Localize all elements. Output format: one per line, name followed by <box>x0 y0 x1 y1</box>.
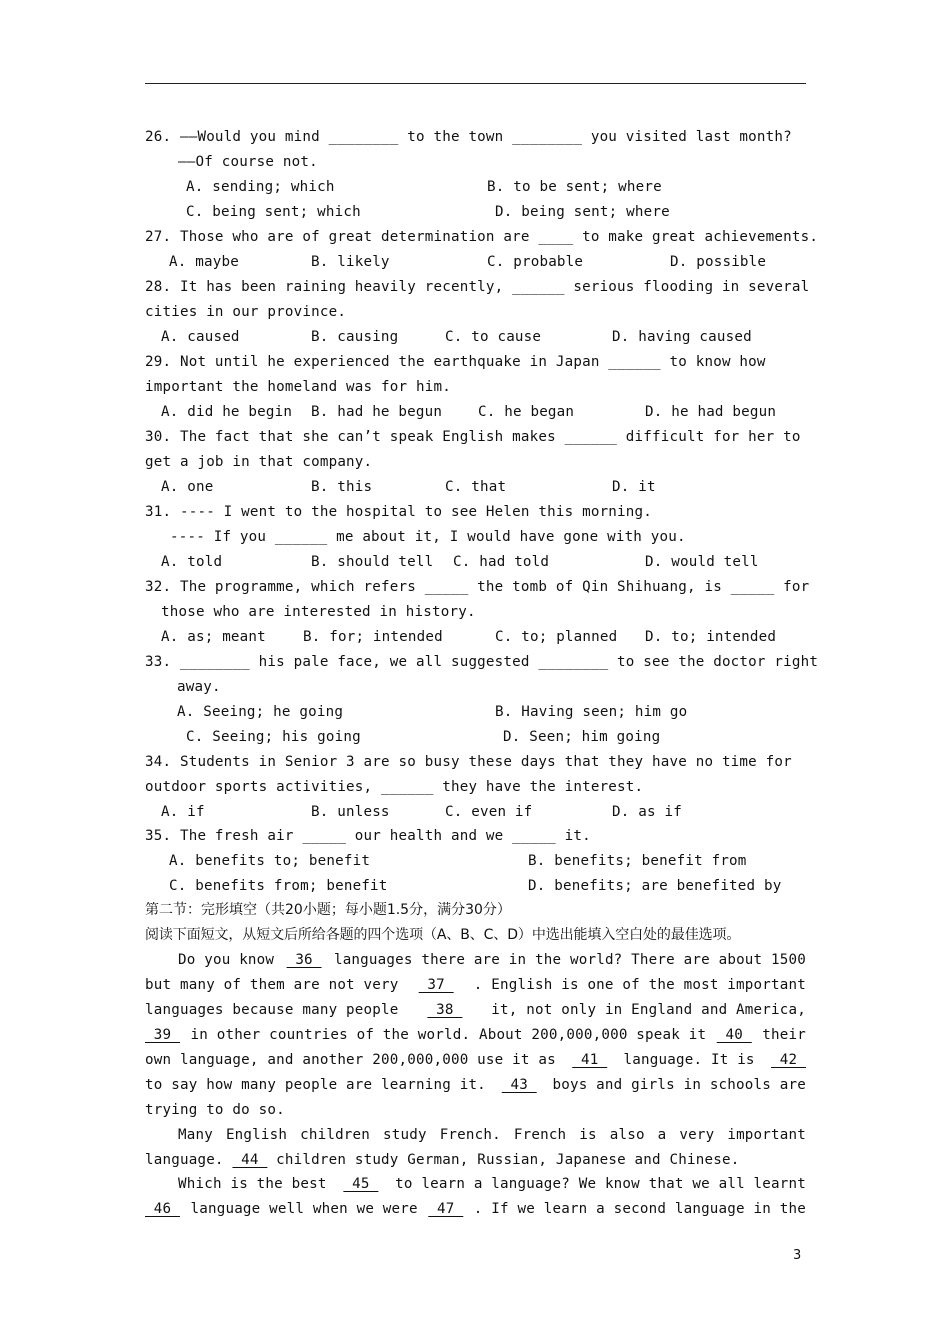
blank-45: 45 <box>343 1176 379 1192</box>
q28-option-c: C. to cause <box>445 329 542 345</box>
passage-line: trying to do so. <box>145 1102 285 1118</box>
blank-43: 43 <box>501 1077 537 1093</box>
passage-line <box>145 1075 806 1095</box>
q33-option-b: B. Having seen; him go <box>495 704 688 720</box>
q34-option-b: B. unless <box>311 804 390 820</box>
blank-41: 41 <box>572 1052 608 1068</box>
q29-option-b: B. had he begun <box>311 404 443 420</box>
q35-option-a: A. benefits to; benefit <box>169 853 371 869</box>
header-rule <box>145 83 806 84</box>
q33-option-a: A. Seeing; he going <box>177 704 344 720</box>
q31-reply: ---- If you ______ me about it, I would have gone with you. <box>170 529 686 545</box>
q31-option-d: D. would tell <box>645 554 759 570</box>
text: . English is one of the most important <box>473 977 806 993</box>
q30-option-c: C. that <box>445 479 507 495</box>
blank-38: 38 <box>427 1002 463 1018</box>
passage-line <box>145 950 806 970</box>
q35-stem: 35. The fresh air _____ our health and we _____ it. <box>145 828 591 844</box>
q34-stem-cont: outdoor sports activities, ______ they have the interest. <box>145 779 644 795</box>
text: own language, and another 200,000,000 use it as <box>145 1052 556 1068</box>
q29-option-a: A. did he begin <box>161 404 293 420</box>
text: to say how many people are learning it. <box>145 1077 486 1093</box>
text: but many of them are not very <box>145 977 399 993</box>
q29-option-c: C. he began <box>478 404 575 420</box>
q30-stem-cont: get a job in that company. <box>145 454 373 470</box>
q27-option-c: C. probable <box>487 254 584 270</box>
q27-option-d: D. possible <box>670 254 767 270</box>
passage-line <box>145 975 806 995</box>
q33-stem-cont: away. <box>177 679 221 695</box>
text: language. <box>145 1152 224 1168</box>
q33-option-d: D. Seen; him going <box>503 729 661 745</box>
q32-option-d: D. to; intended <box>645 629 777 645</box>
text: their <box>762 1027 806 1043</box>
blank-39: 39 <box>145 1027 180 1043</box>
q32-option-b: B. for; intended <box>303 629 443 645</box>
q28-option-b: B. causing <box>311 329 399 345</box>
q26-option-a: A. sending; which <box>186 179 335 195</box>
text: boys and girls in schools are <box>552 1077 806 1093</box>
text: languages there are in the world? There are about 1500 <box>333 952 806 968</box>
passage-line <box>145 1150 739 1170</box>
q35-option-d: D. benefits; are benefited by <box>528 878 782 894</box>
text: language. It is <box>623 1052 755 1068</box>
q26-reply: ——Of course not. <box>178 154 318 170</box>
q30-option-a: A. one <box>161 479 214 495</box>
q30-stem: 30. The fact that she can’t speak English makes ______ difficult for her to <box>145 429 801 445</box>
section-instruction: 阅读下面短文，从短文后所给各题的四个选项（A、B、C、D）中选出能填入空白处的最佳选项。 <box>145 927 741 943</box>
passage-line: Many English children study French. French is also a very important <box>178 1127 806 1143</box>
q32-stem: 32. The programme, which refers _____ the tomb of Qin Shihuang, is _____ for <box>145 579 810 595</box>
q27-option-b: B. likely <box>311 254 390 270</box>
text: Which is the best <box>178 1176 327 1192</box>
q31-option-a: A. told <box>161 554 223 570</box>
blank-47: 47 <box>428 1201 464 1217</box>
q27-stem: 27. Those who are of great determination are ____ to make great achievements. <box>145 229 819 245</box>
q34-stem: 34. Students in Senior 3 are so busy these days that they have no time for <box>145 754 792 770</box>
q30-option-d: D. it <box>612 479 656 495</box>
q28-stem-cont: cities in our province. <box>145 304 347 320</box>
q28-option-d: D. having caused <box>612 329 752 345</box>
q35-option-c: C. benefits from; benefit <box>169 878 388 894</box>
passage-line <box>145 1174 806 1194</box>
q34-option-a: A. if <box>161 804 205 820</box>
q29-stem: 29. Not until he experienced the earthquake in Japan ______ to know how <box>145 354 766 370</box>
passage-line <box>145 1050 806 1070</box>
blank-44: 44 <box>232 1152 268 1168</box>
q30-option-b: B. this <box>311 479 373 495</box>
q26-stem: 26. ——Would you mind ________ to the town ________ you visited last month? <box>145 129 792 145</box>
blank-37: 37 <box>418 977 454 993</box>
passage-line <box>145 1199 806 1219</box>
q31-stem: 31. ---- I went to the hospital to see Helen this morning. <box>145 504 653 520</box>
q32-option-c: C. to; planned <box>495 629 618 645</box>
passage-line <box>145 1000 806 1020</box>
q31-option-b: B. should tell <box>311 554 434 570</box>
q26-option-b: B. to be sent; where <box>487 179 662 195</box>
q32-stem-cont: those who are interested in history. <box>161 604 476 620</box>
section-heading: 第二节：完形填空（共20小题；每小题1.5分，满分30分） <box>145 902 511 918</box>
text: language well when we were <box>190 1201 418 1217</box>
q34-option-c: C. even if <box>445 804 533 820</box>
q29-option-d: D. he had begun <box>645 404 777 420</box>
q29-stem-cont: important the homeland was for him. <box>145 379 451 395</box>
blank-36: 36 <box>286 952 322 968</box>
text: languages because many people <box>145 1002 399 1018</box>
q32-option-a: A. as; meant <box>161 629 266 645</box>
q33-stem: 33. ________ his pale face, we all suggested ________ to see the doctor right <box>145 654 819 670</box>
q28-stem: 28. It has been raining heavily recently, ______ serious flooding in several <box>145 279 810 295</box>
q35-option-b: B. benefits; benefit from <box>528 853 747 869</box>
blank-42: 42 <box>771 1052 806 1068</box>
blank-46: 46 <box>145 1201 180 1217</box>
text: it, not only in England and America, <box>491 1002 806 1018</box>
passage-line <box>145 1025 806 1045</box>
q27-option-a: A. maybe <box>169 254 239 270</box>
blank-40: 40 <box>716 1027 752 1043</box>
text: in other countries of the world. About 200,000,000 speak it <box>190 1027 707 1043</box>
q26-option-c: C. being sent; which <box>186 204 361 220</box>
q26-option-d: D. being sent; where <box>495 204 670 220</box>
q33-option-c: C. Seeing; his going <box>186 729 361 745</box>
text: Do you know <box>178 952 275 968</box>
text: to learn a language? We know that we all learnt <box>395 1176 806 1192</box>
text: children study German, Russian, Japanese and Chinese. <box>276 1152 740 1168</box>
text: . If we learn a second language in the <box>473 1201 806 1217</box>
q31-option-c: C. had told <box>453 554 550 570</box>
page-number: 3 <box>793 1248 802 1263</box>
q28-option-a: A. caused <box>161 329 240 345</box>
q34-option-d: D. as if <box>612 804 682 820</box>
